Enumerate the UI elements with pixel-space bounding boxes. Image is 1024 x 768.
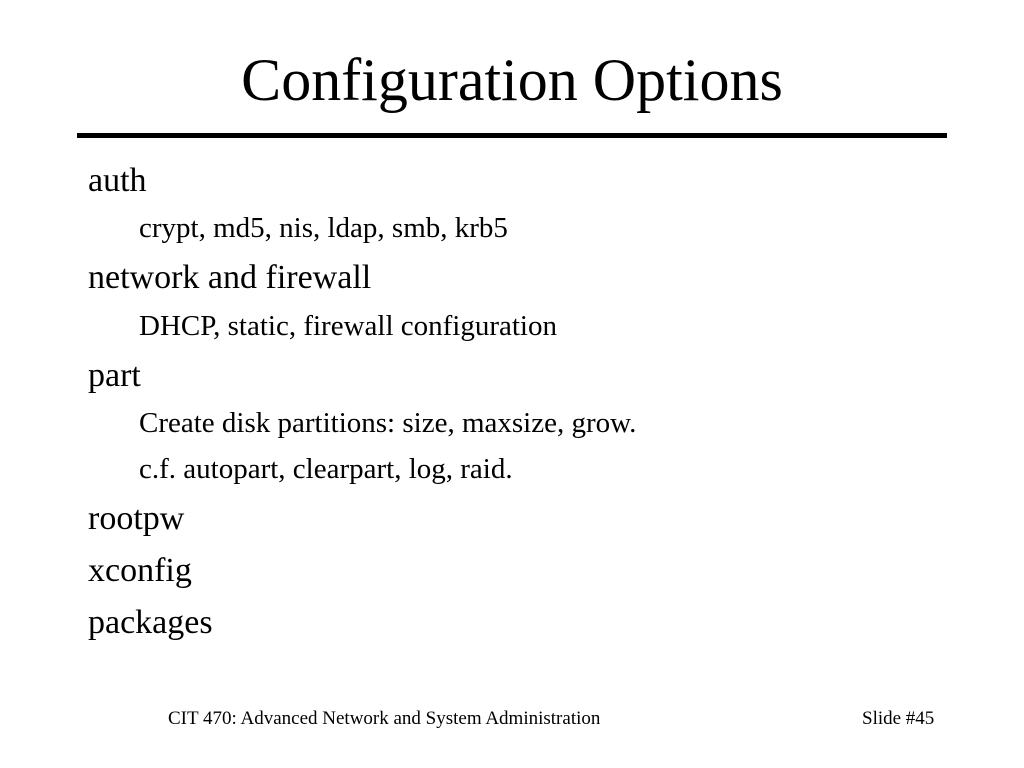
bullet-network-firewall: network and firewall [88, 259, 372, 296]
sub-bullet-part-cf: c.f. autopart, clearpart, log, raid. [139, 453, 513, 485]
bullet-auth: auth [88, 162, 147, 199]
bullet-part: part [88, 357, 141, 394]
sub-bullet-part-create: Create disk partitions: size, maxsize, grow. [139, 407, 637, 439]
sub-bullet-network-options: DHCP, static, firewall configuration [139, 310, 557, 342]
footer-course-title: CIT 470: Advanced Network and System Administration [168, 708, 601, 729]
slide-title: Configuration Options [241, 47, 783, 113]
bullet-packages: packages [88, 604, 213, 641]
footer-slide-number: Slide #45 [862, 708, 935, 729]
bullet-rootpw: rootpw [88, 500, 185, 537]
sub-bullet-auth-methods: crypt, md5, nis, ldap, smb, krb5 [139, 212, 508, 244]
bullet-xconfig: xconfig [88, 552, 192, 589]
